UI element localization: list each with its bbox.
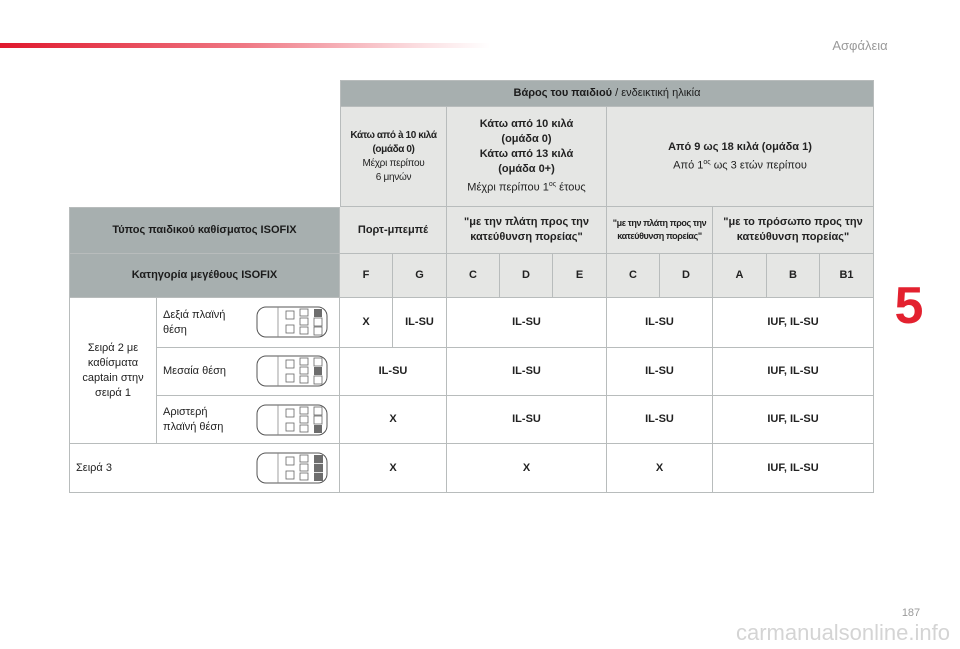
seat-type-carrycot: Πορτ-μπεμπέ <box>340 207 447 254</box>
size-class-B1: B1 <box>820 254 874 298</box>
position-label: Αριστερή πλαϊνή θέση <box>157 396 340 444</box>
size-class-E: E <box>553 254 607 298</box>
position-label: Σειρά 3 <box>69 444 340 493</box>
cell-value: X <box>447 444 607 493</box>
size-class-C: C <box>447 254 500 298</box>
section-title: Ασφάλεια <box>832 38 888 53</box>
row2-group-label: Σειρά 2 με καθίσματα captain στην σειρά 1 <box>69 298 157 444</box>
cell-value: X <box>340 444 447 493</box>
car-diagram-icon <box>254 451 332 485</box>
header-accent-bar <box>0 43 490 48</box>
cell-value: IUF, IL-SU <box>713 396 874 444</box>
cell-value: IUF, IL-SU <box>713 348 874 396</box>
weight-group-1: Από 9 ως 18 κιλά (ομάδα 1) Από $1^{o\varsigma}$ ως 3 ετών περίπου <box>607 107 874 207</box>
cell-value: IL-SU <box>393 298 447 348</box>
cell-value: IL-SU <box>447 348 607 396</box>
position-label: Μεσαία θέση <box>157 348 340 396</box>
page-number: 187 <box>901 607 921 619</box>
size-class-G: G <box>393 254 447 298</box>
car-diagram-icon <box>254 305 332 339</box>
cell-value: IL-SU <box>607 298 713 348</box>
size-class-A: A <box>713 254 767 298</box>
position-label: Δεξιά πλαϊνή θέση <box>157 298 340 348</box>
size-class-D: D <box>500 254 553 298</box>
seat-type-label: Τύπος παιδικού καθίσματος ISOFIX <box>69 207 340 254</box>
chapter-number: 5 <box>894 277 924 335</box>
weight-group-0: Κάτω από à 10 κιλά (ομάδα 0) Μέχρι περίπου 6 μηνών <box>340 107 447 207</box>
size-class-C2: C <box>607 254 660 298</box>
cell-value: X <box>607 444 713 493</box>
cell-value: X <box>340 396 447 444</box>
cell-value: IL-SU <box>607 348 713 396</box>
seat-type-rear-facing-1: "με την πλάτη προς την κατεύθυνση πορείας" <box>607 207 713 254</box>
seat-type-rear-facing-0: "με την πλάτη προς την κατεύθυνση πορείας" <box>447 207 607 254</box>
weight-group-0-plus: Κάτω από 10 κιλά (ομάδα 0) Κάτω από 13 κιλά (ομάδα 0+) Μέχρι περίπου $1^{o\varsigma}$ έτους <box>447 107 607 207</box>
weight-header: Βάρος του παιδιού / ενδεικτική ηλικία <box>340 80 874 107</box>
cell-value: IL-SU <box>447 298 607 348</box>
cell-value: IUF, IL-SU <box>713 444 874 493</box>
size-class-D2: D <box>660 254 713 298</box>
watermark: carmanualsonline.info <box>735 620 950 645</box>
car-diagram-icon <box>254 403 332 437</box>
seat-type-forward-facing: "με το πρόσωπο προς την κατεύθυνση πορείας" <box>713 207 874 254</box>
cell-value: IL-SU <box>447 396 607 444</box>
cell-value: IL-SU <box>607 396 713 444</box>
cell-value: IL-SU <box>340 348 447 396</box>
size-class-label: Κατηγορία μεγέθους ISOFIX <box>69 254 340 298</box>
size-class-B: B <box>767 254 820 298</box>
cell-value: X <box>340 298 393 348</box>
car-diagram-icon <box>254 354 332 388</box>
cell-value: IUF, IL-SU <box>713 298 874 348</box>
size-class-F: F <box>340 254 393 298</box>
